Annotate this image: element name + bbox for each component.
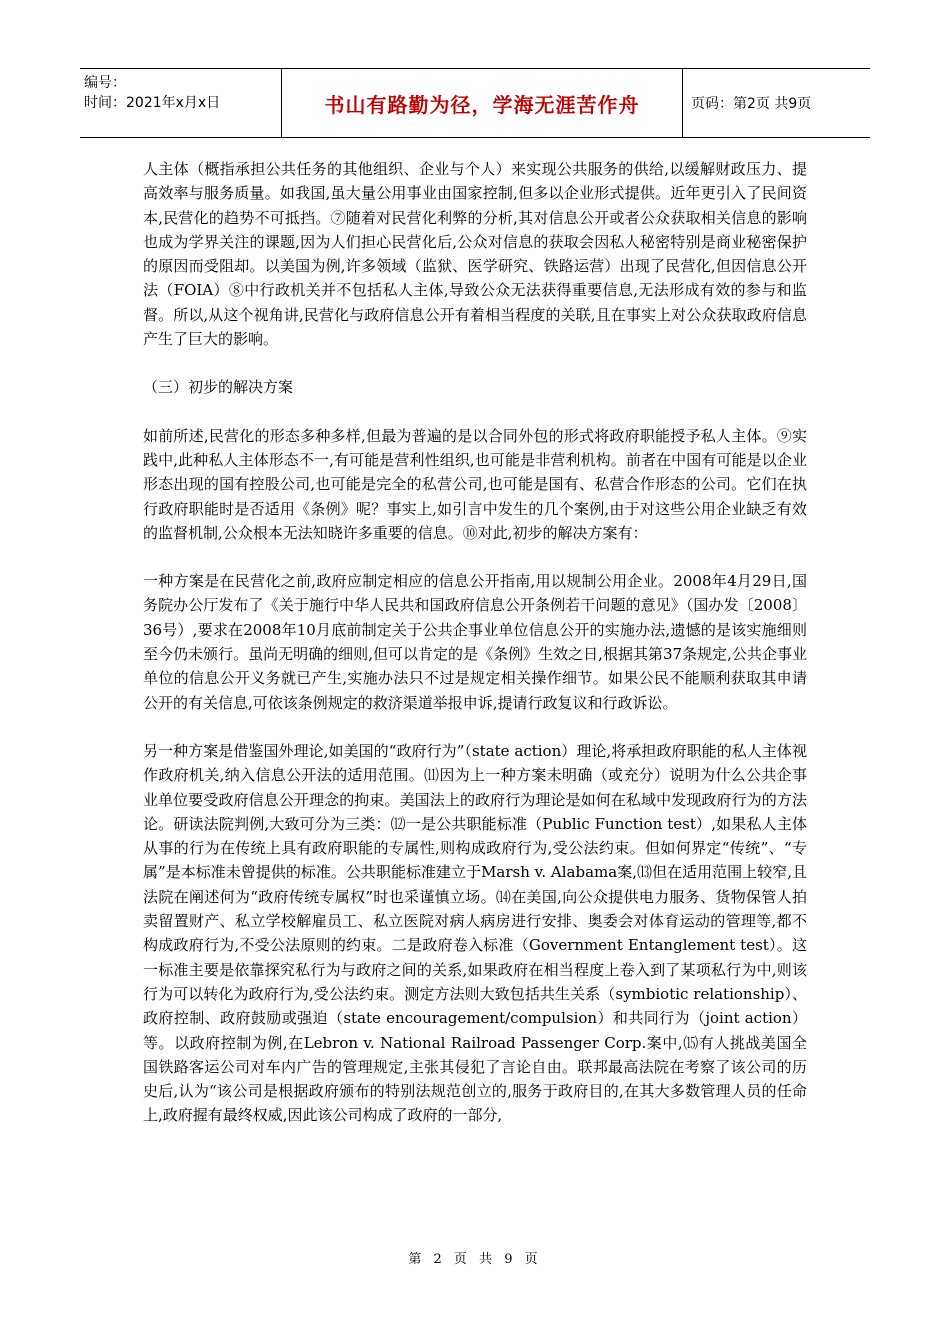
header-page-label: 页码：第2页 共9页 [691, 96, 812, 112]
paragraph-1: 人主体（概指承担公共任务的其他组织、企业与个人）来实现公共服务的供给,以缓解财政压力、提高效率与服务质量。如我国,虽大量公用事业由国家控制,但多以企业形式提供。近年更引入了民间资本,民营化的趋势不可抵挡。⑦随着对民营化利弊的分析,其对信息公开或者公众获取相关信息的影响也成为学界关注的课题,因为人们担心民营化后,公众对信息的获取会因私人秘密特别是商业秘密保护的原因而受阻却。以美国为例,许多领域（监狱、医学研究、铁路运营）出现了民营化,但因信息公开法（FOIA）⑧中行政机关并不包括私人主体,导致公众无法获得重要信息,无法形成有效的参与和监督。所以,从这个视角讲,民营化与政府信息公开有着相当程度的关联,且在事实上对公众获取政府信息产生了巨大的影响。 [143, 160, 807, 349]
document-body [143, 157, 807, 1128]
paragraph-3: 一种方案是在民营化之前,政府应制定相应的信息公开指南,用以规制公用企业。2008年4月29日,国务院办公厅发布了《关于施行中华人民共和国政府信息公开条例若干问题的意见》（国办发〔2008〕36号）,要求在2008年10月底前制定关于公共企事业单位信息公开的实施办法,遗憾的是该实施细则至今仍未颁行。虽尚无明确的细则,但可以肯定的是《条例》生效之日,根据其第37条规定,公共企事业单位的信息公开义务就已产生,实施办法只不过是规定相关操作细节。如果公民不能顺利获取其申请公开的有关信息,可依该条例规定的救济渠道举报申诉,提请行政复议和行政诉讼。 [143, 572, 807, 712]
date-label: 时间：2021年x月x日 [84, 95, 221, 111]
page-header [80, 68, 870, 138]
paragraph-4: 另一种方案是借鉴国外理论,如美国的“政府行为”（state action）理论,将承担政府职能的私人主体视作政府机关,纳入信息公开法的适用范围。⑾因为上一种方案未明确（或充分）说明为什么公共企事业单位要受政府信息公开理念的拘束。美国法上的政府行为理论是如何在私域中发现政府行为的方法论。研读法院判例,大致可分为三类：⑿一是公共职能标准（Public Function test）,如果私人主体从事的行为在传统上具有政府职能的专属性,则构成政府行为,受公法约束。但如何界定“传统”、“专属”是本标准未曾提供的标准。公共职能标准建立于Marsh v. Alabama案,⒀但在适用范围上较窄,且法院在阐述何为“政府传统专属权”时也采谨慎立场。⒁在美国,向公众提供电力服务、货物保管人拍卖留置财产、私立学校解雇员工、私立医院对病人病房进行安排、奥委会对体育运动的管理等,都不构成政府行为,不受公法原则的约束。二是政府卷入标准（Government Entanglement test）。这一标准主要是依靠探究私行为与政府之间的关系,如果政府在相当程度上卷入到了某项私行为中,则该行为可以转化为政府行为,受公法约束。测定方法则大致包括共生关系（symbiotic relationship）、政府控制、政府鼓励或强迫（state encouragement/compulsion）和共同行为（joint action）等。以政府控制为例,在Lebron v. National Railroad Passenger Corp.案中,⒂有人挑战美国全国铁路客运公司对车内广告的管理规定,主张其侵犯了言论自由。联邦最高法院在考察了该公司的历史后,认为“该公司是根据政府颁布的特别法规范创立的,服务于政府目的,在其大多数管理人员的任命上,政府握有最终权威,因此该公司构成了政府的一部分, [143, 741, 807, 1125]
page-footer: 第 2 页 共 9 页 [408, 1252, 542, 1267]
section-heading: （三）初步的解决方案 [143, 378, 294, 397]
paragraph-2: 如前所述,民营化的形态多种多样,但最为普遍的是以合同外包的形式将政府职能授予私人主体。⑨实践中,此种私人主体形态不一,有可能是营利性组织,也可能是非营利机构。前者在中国有可能是以企业形态出现的国有控股公司,也可能是完全的私营公司,也可能是国有、私营合作形态的公司。它们在执行政府职能时是否适用《条例》呢？事实上,如引言中发生的几个案例,由于对这些公用企业缺乏有效的监督机制,公众根本无法知晓许多重要的信息。⑩对此,初步的解决方案有： [143, 426, 807, 542]
number-label: 编号： [84, 75, 126, 91]
header-meta [80, 69, 282, 137]
header-motto: 书山有路勤为径，学海无涯苦作舟 [282, 69, 683, 137]
